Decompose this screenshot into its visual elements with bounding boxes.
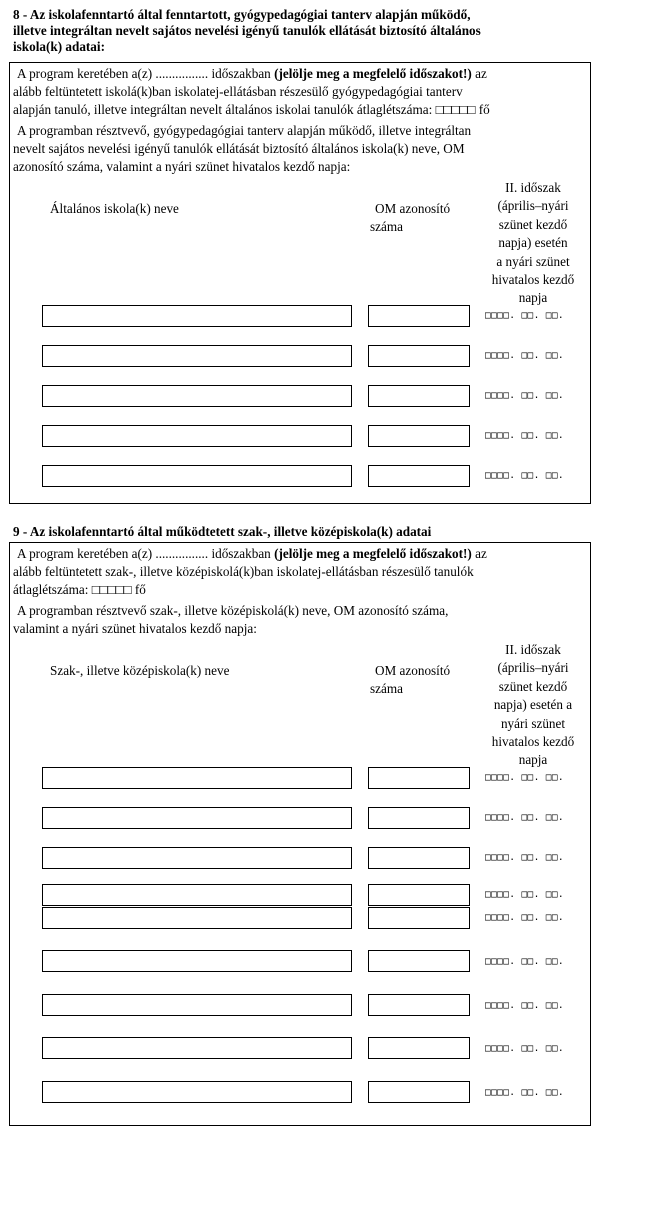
summer-start-date-field[interactable]: □□□□. □□. □□. [485,852,564,863]
school-name-input[interactable] [42,425,352,447]
school-name-input[interactable] [42,1081,352,1103]
om-id-input[interactable] [368,465,470,487]
summer-start-date-field[interactable]: □□□□. □□. □□. [485,470,564,481]
section9-paragraph-1: A program keretében a(z) ................ időszakban (jelölje meg a megfelelő időszakot!) az [17,546,487,561]
summer-start-date-field[interactable]: □□□□. □□. □□. [485,1043,564,1054]
summer-start-date-field[interactable]: □□□□. □□. □□. [485,430,564,441]
om-id-input[interactable] [368,950,470,972]
summer-start-date-field[interactable]: □□□□. □□. □□. [485,956,564,967]
section9-paragraph-2: A programban résztvevő szak-, illetve középiskolá(k) neve, OM azonosító száma, [17,603,449,618]
school-name-input[interactable] [42,345,352,367]
section8-paragraph-1: A program keretében a(z) ................ időszakban (jelölje meg a megfelelő időszakot!) az [17,66,487,81]
section9-col-date-header: II. időszak (április–nyári szünet kezdő napja) esetén a nyári szünet hivatalos kezdő napja [491,642,575,768]
school-name-input[interactable] [42,994,352,1016]
section8-col-school-name-header: Általános iskola(k) neve [50,201,179,216]
school-name-input[interactable] [42,907,352,929]
school-name-input[interactable] [42,807,352,829]
section8-title: 8 - Az iskolafenntartó által fenntartott, gyógypedagógiai tanterv alapján működő, illetve integráltan nevelt sajátos nevelési igényű tanulók ellátását biztosító általános iskola(k) adatai: [13,7,481,54]
section9-col-school-name-header: Szak-, illetve középiskola(k) neve [50,663,230,678]
school-name-input[interactable] [42,847,352,869]
section9-paragraph-1-line3: átlaglétszáma: □□□□□ fő [13,582,146,597]
om-id-input[interactable] [368,385,470,407]
summer-start-date-field[interactable]: □□□□. □□. □□. [485,390,564,401]
section9-col-om-header: OM azonosító száma [370,663,451,696]
school-name-input[interactable] [42,767,352,789]
om-id-input[interactable] [368,305,470,327]
section8-paragraph-2: A programban résztvevő, gyógypedagógiai tanterv alapján működő, illetve integráltan [17,123,472,138]
summer-start-date-field[interactable]: □□□□. □□. □□. [485,310,564,321]
section8-col-om-header: OM azonosító száma [370,201,451,234]
om-id-input[interactable] [368,1081,470,1103]
school-name-input[interactable] [42,1037,352,1059]
section8-paragraph-1-line3: alapján tanuló, illetve integráltan nevelt általános iskolai tanulók átlaglétszáma: □□□□□ fő [13,102,490,117]
school-name-input[interactable] [42,465,352,487]
om-id-input[interactable] [368,807,470,829]
om-id-input[interactable] [368,345,470,367]
om-id-input[interactable] [368,767,470,789]
school-name-input[interactable] [42,305,352,327]
summer-start-date-field[interactable]: □□□□. □□. □□. [485,772,564,783]
section8-col-date-header: II. időszak (április–nyári szünet kezdő napja) esetén a nyári szünet hivatalos kezdő napja [491,180,575,306]
om-id-input[interactable] [368,884,470,906]
section8-paragraph-2-line3: azonosító száma, valamint a nyári szünet hivatalos kezdő napja: [13,159,351,174]
summer-start-date-field[interactable]: □□□□. □□. □□. [485,912,564,923]
om-id-input[interactable] [368,425,470,447]
section9-paragraph-2-line2: valamint a nyári szünet hivatalos kezdő napja: [13,621,257,636]
section9-paragraph-1-line2: alább feltüntetett szak-, illetve középiskolá(k)ban iskolatej-ellátásban részesülő tanulók [13,564,474,579]
summer-start-date-field[interactable]: □□□□. □□. □□. [485,889,564,900]
section8-paragraph-1-line2: alább feltüntetett iskolá(k)ban iskolatej-ellátásban részesülő gyógypedagógiai tanterv [13,84,463,99]
section9-title: 9 - Az iskolafenntartó által működtetett szak-, illetve középiskola(k) adatai [13,524,432,539]
school-name-input[interactable] [42,884,352,906]
summer-start-date-field[interactable]: □□□□. □□. □□. [485,350,564,361]
om-id-input[interactable] [368,1037,470,1059]
om-id-input[interactable] [368,907,470,929]
section8-paragraph-2-line2: nevelt sajátos nevelési igényű tanulók ellátását biztosító általános iskola(k) neve, OM [13,141,465,156]
school-name-input[interactable] [42,950,352,972]
summer-start-date-field[interactable]: □□□□. □□. □□. [485,1000,564,1011]
summer-start-date-field[interactable]: □□□□. □□. □□. [485,812,564,823]
om-id-input[interactable] [368,847,470,869]
school-name-input[interactable] [42,385,352,407]
summer-start-date-field[interactable]: □□□□. □□. □□. [485,1087,564,1098]
om-id-input[interactable] [368,994,470,1016]
